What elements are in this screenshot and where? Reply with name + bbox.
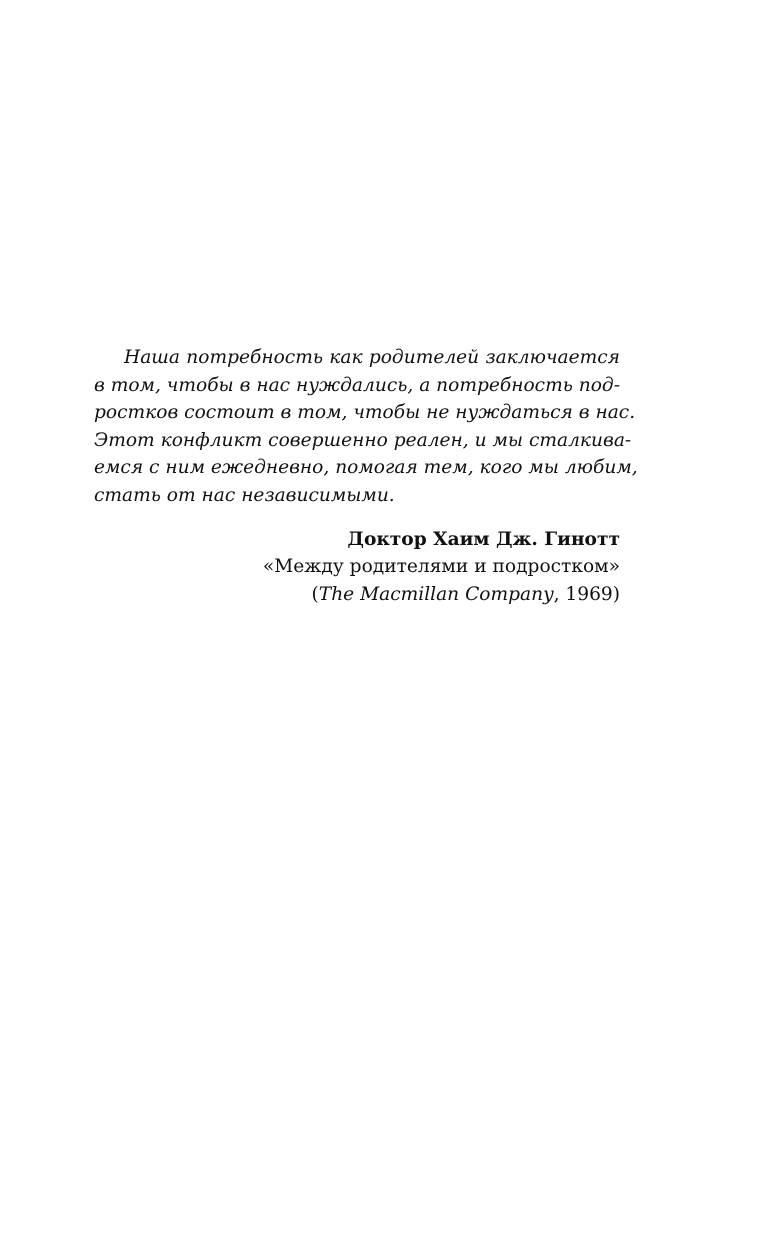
publisher-name: The Macmillan Company [318, 583, 554, 605]
quote-line: Наша потребность как родителей заключается [124, 347, 620, 368]
publisher-year: , 1969) [553, 583, 620, 605]
quote-line: ростков состоит в том, чтобы не нуждаться в нас. [94, 402, 636, 424]
quote-line: стать от нас независимыми. [94, 484, 395, 506]
epigraph-quote [94, 344, 638, 510]
epigraph [94, 344, 638, 608]
quote-line: в том, чтобы в нас нуждались, а потребность под- [94, 374, 620, 396]
publisher-info [94, 581, 620, 609]
book-title: «Между родителями и подростком» [262, 556, 620, 578]
epigraph-attribution [94, 526, 620, 609]
quote-line: Этот конфликт совершенно реален, и мы сталкива- [94, 429, 632, 451]
publisher-paren-open: ( [311, 583, 319, 605]
author-name: Доктор Хаим Дж. Гинотт [347, 528, 620, 550]
quote-line: емся с ним ежедневно, помогая тем, кого мы любим, [94, 457, 638, 479]
